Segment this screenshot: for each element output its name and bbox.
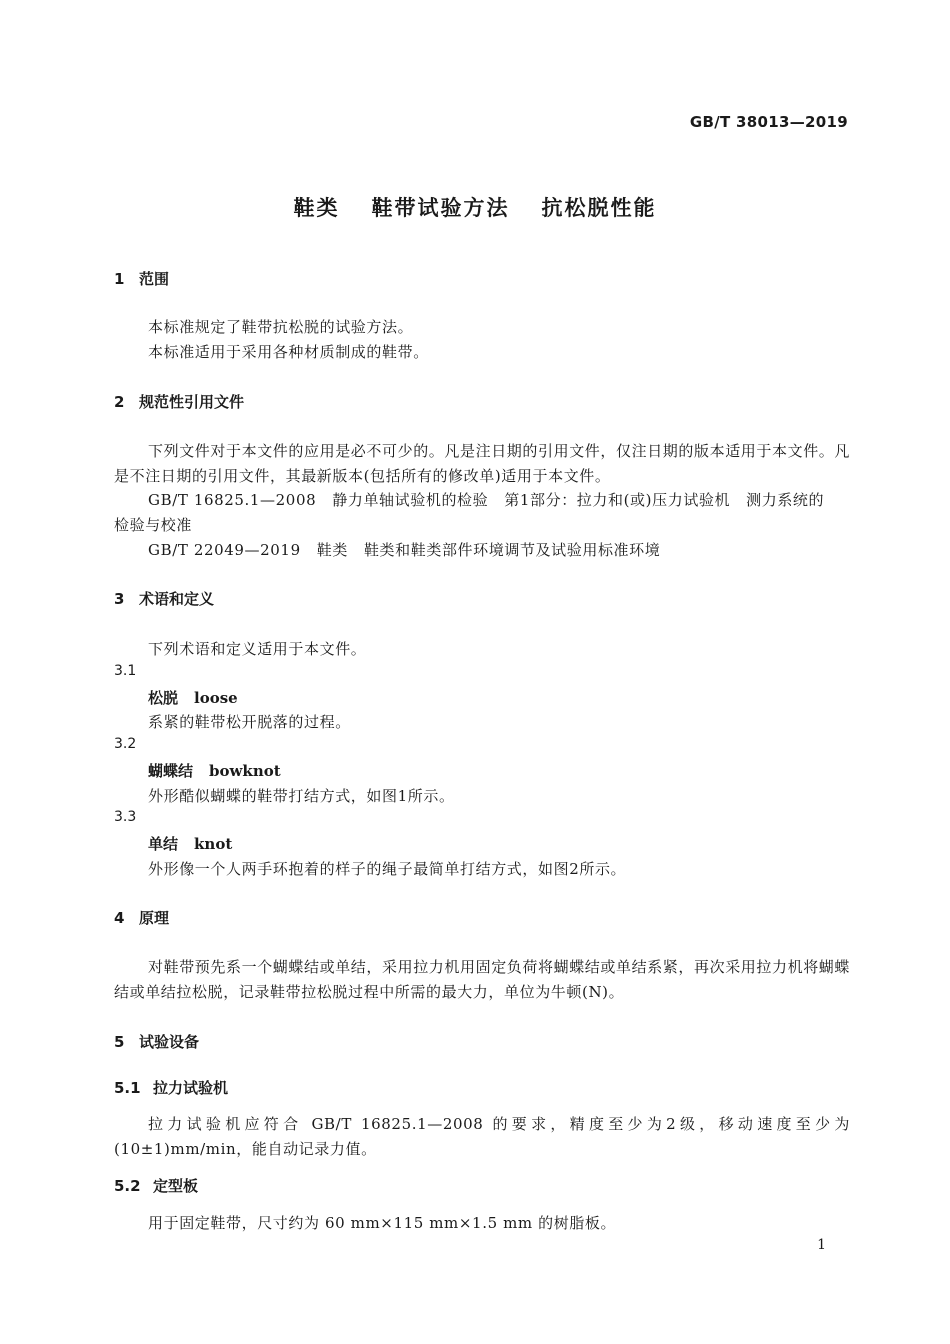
- section-1-paragraph-1: 本标准规定了鞋带抗松脱的试验方法。: [148, 318, 414, 336]
- document-title: [0, 192, 950, 222]
- section-3-paragraph-1: 下列术语和定义适用于本文件。: [148, 640, 367, 658]
- section-4-paragraph-1: 对鞋带预先系一个蝴蝶结或单结，采用拉力机用固定负荷将蝴蝶结或单结系紧，再次采用拉力机将蝴蝶结或单结拉松脱，记录鞋带拉松脱过程中所需的最大力，单位为牛顿(N)。: [114, 958, 851, 1001]
- subsection-title: 拉力试验机: [153, 1079, 229, 1097]
- section-title: 试验设备: [139, 1033, 200, 1051]
- title-part-3: 抗松脱性能: [541, 196, 657, 220]
- section-title: 原理: [139, 909, 170, 927]
- section-number: 2: [114, 393, 125, 411]
- term-heading: [148, 687, 238, 708]
- reference-title-b: 鞋类和鞋类部件环境调节及试验用标准环境: [363, 541, 661, 559]
- term-number: 3.2: [114, 736, 137, 752]
- term-definition: 外形酷似蝴蝶的鞋带打结方式，如图1所示。: [148, 787, 455, 805]
- section-number: 4: [114, 909, 125, 927]
- subsection-5-1-paragraph: 拉力试验机应符合 GB/T 16825.1—2008 的要求，精度至少为2级，移动速度至少为(10±1)mm/min，能自动记录力值。: [114, 1115, 850, 1158]
- section-number: 5: [114, 1033, 125, 1051]
- section-4-heading: [114, 907, 169, 928]
- section-1-heading: [114, 268, 169, 289]
- term-number: 3.1: [114, 663, 137, 679]
- reference-1-continuation: 检验与校准: [114, 516, 193, 534]
- section-number: 1: [114, 270, 125, 288]
- reference-2: [148, 539, 660, 560]
- section-title: 术语和定义: [139, 590, 215, 608]
- reference-title-c: 测力系统的: [746, 491, 825, 509]
- reference-code: GB/T 22049—2019: [148, 541, 301, 559]
- reference-1: [148, 489, 824, 510]
- section-title: 规范性引用文件: [139, 393, 245, 411]
- reference-title-a: 鞋类: [316, 541, 348, 559]
- section-5-heading: [114, 1031, 199, 1052]
- section-2-paragraph-1: 下列文件对于本文件的应用是必不可少的。凡是注日期的引用文件，仅注日期的版本适用于本文件。凡是不注日期的引用文件，其最新版本(包括所有的修改单)适用于本文件。: [114, 442, 851, 485]
- subsection-number: 5.2: [114, 1177, 141, 1195]
- subsection-number: 5.1: [114, 1079, 141, 1097]
- standard-code: GB/T 38013—2019: [689, 113, 848, 131]
- title-part-1: 鞋类: [293, 196, 340, 220]
- section-2-heading: [114, 391, 244, 412]
- page-number: 1: [817, 1237, 826, 1253]
- reference-title-b: 第1部分：拉力和(或)压力试验机: [504, 491, 731, 509]
- term-chinese: 单结: [148, 835, 179, 853]
- subsection-title: 定型板: [153, 1177, 199, 1195]
- section-3-heading: [114, 588, 214, 609]
- term-chinese: 松脱: [148, 689, 179, 707]
- section-number: 3: [114, 590, 125, 608]
- reference-title-a: 静力单轴试验机的检验: [332, 491, 489, 509]
- title-part-2: 鞋带试验方法: [371, 196, 510, 220]
- term-definition: 外形像一个人两手环抱着的样子的绳子最简单打结方式，如图2所示。: [148, 860, 627, 878]
- term-heading: [148, 760, 281, 781]
- term-english: loose: [194, 689, 238, 707]
- reference-code: GB/T 16825.1—2008: [148, 491, 317, 509]
- term-english: knot: [194, 835, 233, 853]
- term-english: bowknot: [209, 762, 281, 780]
- term-heading: [148, 833, 232, 854]
- section-1-paragraph-2: 本标准适用于采用各种材质制成的鞋带。: [148, 343, 429, 361]
- subsection-5-1-heading: [114, 1077, 228, 1098]
- subsection-5-2-heading: [114, 1175, 198, 1196]
- subsection-5-2-paragraph: 用于固定鞋带，尺寸约为 60 mm×115 mm×1.5 mm 的树脂板。: [148, 1214, 617, 1232]
- term-number: 3.3: [114, 809, 137, 825]
- term-definition: 系紧的鞋带松开脱落的过程。: [148, 713, 351, 731]
- term-chinese: 蝴蝶结: [148, 762, 194, 780]
- section-title: 范围: [139, 270, 170, 288]
